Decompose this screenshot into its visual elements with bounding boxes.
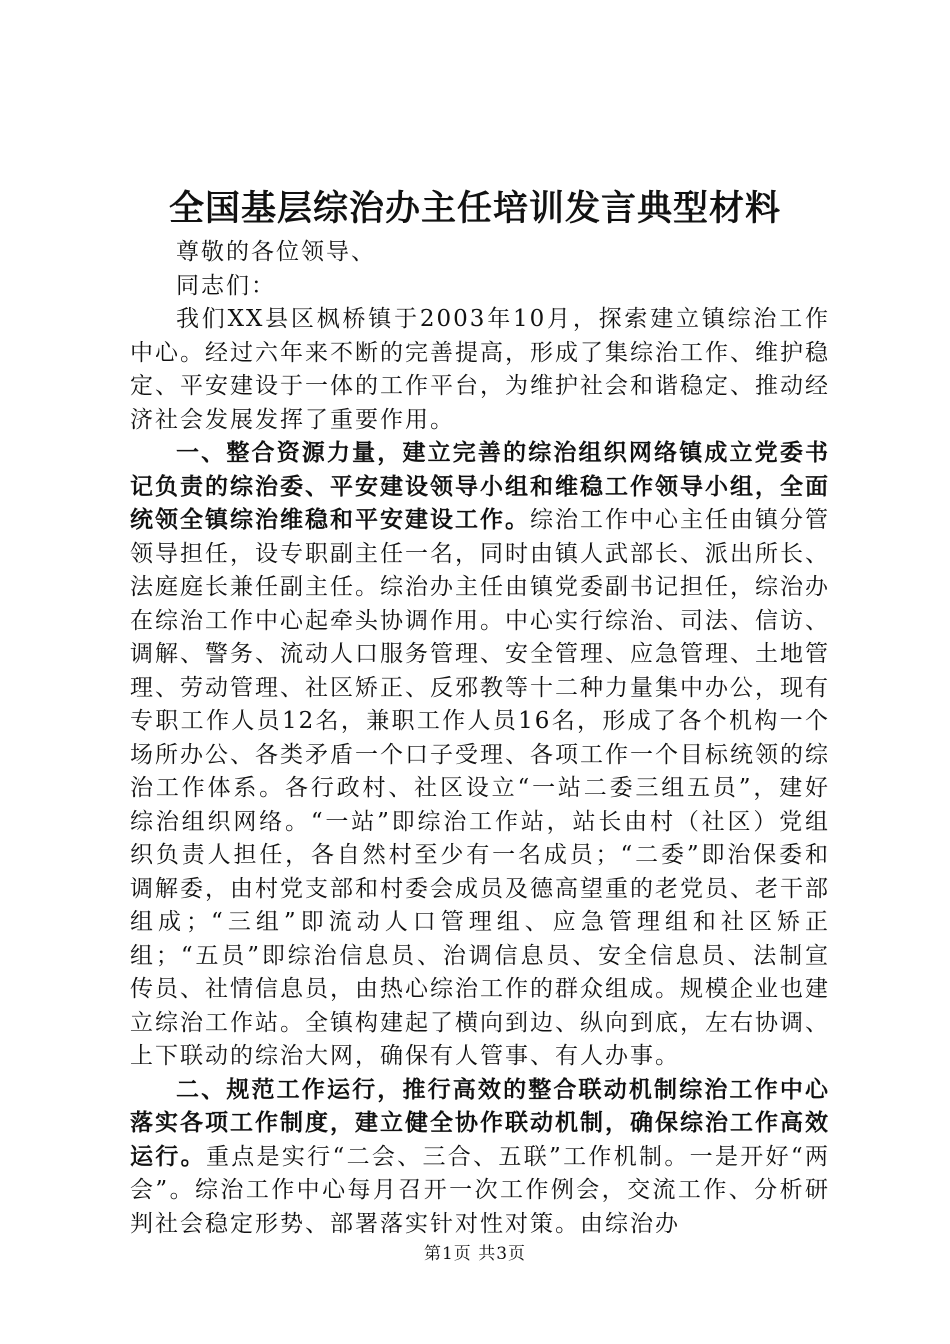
- section-1-body: 综治工作中心主任由镇分管领导担任，设专职副主任一名，同时由镇人武部长、派出所长、法庭庭长兼任副主任。综治办主任由镇党委副书记担任，综治办在综治工作中心起牵头协调作用。中心实行综治、司法、信访、调解、警务、流动人口服务管理、安全管理、应急管理、土地管理、劳动管理、社区矫正、反邪教等十二种力量集中办公，现有专职工作人员12名，兼职工作人员16名，形成了各个机构一个场所办公、各类矛盾一个口子受理、各项工作一个目标统领的综治工作体系。各行政村、社区设立“一站二委三组五员”，建好综治组织网络。“一站”即综治工作站，站长由村（社区）党组织负责人担任，各自然村至少有一名成员；“二委”即治保委和调解委，由村党支部和村委会成员及德高望重的老党员、老干部组成；“三组”即流动人口管理组、应急管理组和社区矫正组；“五员”即综治信息员、治调信息员、安全信息员、法制宣传员、社情信息员，由热心综治工作的群众组成。规模企业也建立综治工作站。全镇构建起了横向到边、纵向到底，左右协调、上下联动的综治大网，确保有人管事、有人办事。: [130, 507, 830, 1069]
- salutation-line-2: 同志们：: [176, 272, 276, 299]
- section-2-heading: 二、规范工作运行，推行高效的整合联动机制综治工作中心落实各项工作制度，建立健全协作联动机制，确保综治工作高效运行。: [130, 1076, 830, 1170]
- document-title: 全国基层综治办主任培训发言典型材料: [168, 189, 781, 229]
- section-1-paragraph: [130, 437, 830, 1074]
- section-2-body: 重点是实行“二会、三合、五联”工作机制。一是开好“两会”。综治工作中心每月召开一次工作例会，交流工作、分析研判社会稳定形势、部署落实针对性对策。由综治办: [130, 1143, 830, 1237]
- intro-paragraph: 我们XX县区枫桥镇于2003年10月，探索建立镇综治工作中心。经过六年来不断的完善提高，形成了集综治工作、维护稳定、平安建设于一体的工作平台，为维护社会和谐稳定、推动经济社会发展发挥了重要作用。: [130, 306, 830, 433]
- page-number-footer: 第1页 共3页: [423, 1244, 527, 1264]
- document-body: [130, 236, 830, 1241]
- salutation-line-1: 尊敬的各位领导、: [176, 239, 376, 265]
- section-1-heading: 一、整合资源力量，建立完善的综治组织网络镇成立党委书记负责的综治委、平安建设领导小组和维稳工作领导小组，全面统领全镇综治维稳和平安建设工作。: [130, 440, 830, 533]
- section-2-paragraph: [130, 1074, 830, 1242]
